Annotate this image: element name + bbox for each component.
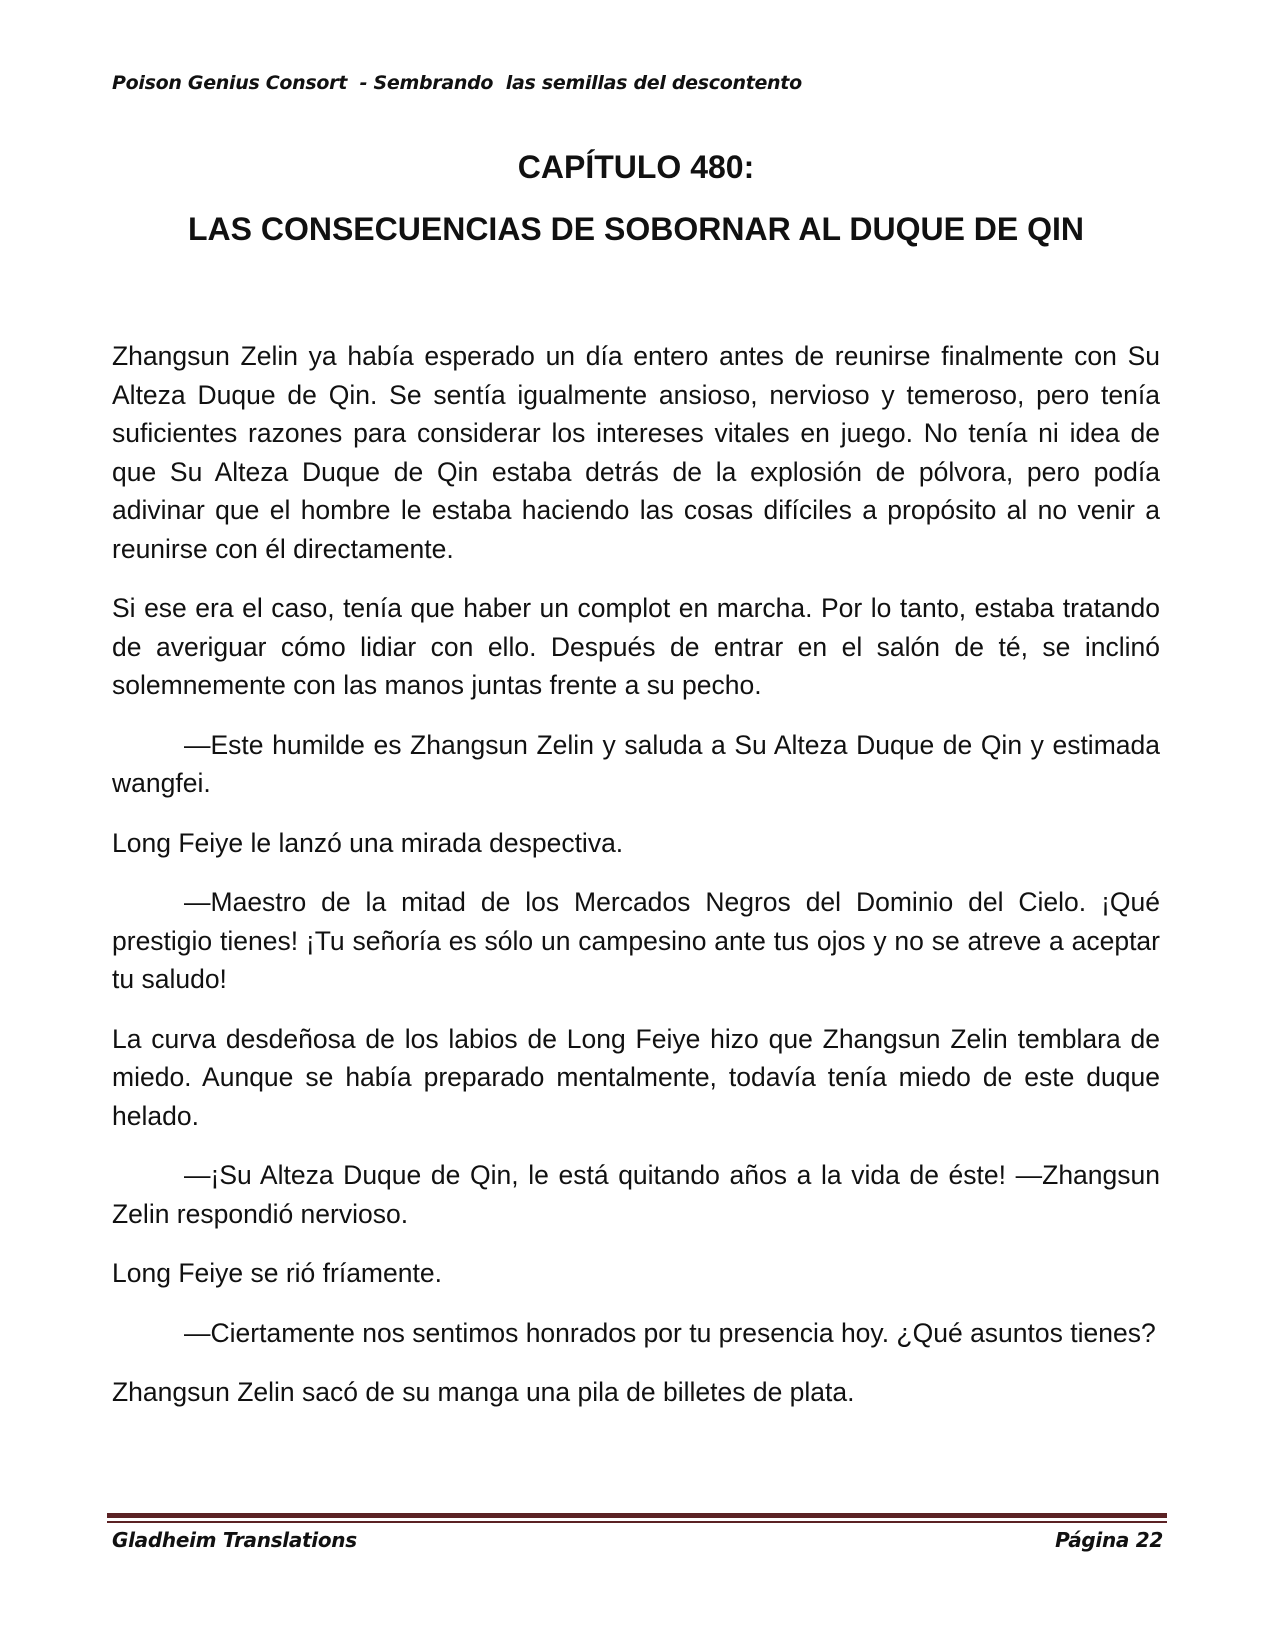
page-number: Página 22 xyxy=(1055,1528,1163,1552)
paragraph: Si ese era el caso, tenía que haber un complot en marcha. Por lo tanto, estaba tratando de averiguar cómo lidiar con ello. Después de entrar en el salón de té, se inclinó solemnemente con las manos juntas frente a su pecho. xyxy=(112,593,1160,700)
dialogue-paragraph: —¡Su Alteza Duque de Qin, le está quitando años a la vida de éste! —Zhangsun Zelin respondió nervioso. xyxy=(112,1160,1160,1229)
paragraph: Zhangsun Zelin ya había esperado un día entero antes de reunirse finalmente con Su Alteza Duque de Qin. Se sentía igualmente ansioso, nervioso y temeroso, pero tenía suficientes razones para considerar los intereses vitales en juego. No tenía ni idea de que Su Alteza Duque de Qin estaba detrás de la explosión de pólvora, pero podía adivinar que el hombre le estaba haciendo las cosas difíciles a propósito al no venir a reunirse con él directamente. xyxy=(112,341,1160,564)
dialogue-paragraph: —Maestro de la mitad de los Mercados Negros del Dominio del Cielo. ¡Qué prestigio tienes! ¡Tu señoría es sólo un campesino ante tus ojos y no se atreve a aceptar tu saludo! xyxy=(112,887,1160,994)
chapter-body xyxy=(112,337,1160,1433)
paragraph: Long Feiye le lanzó una mirada despectiva. xyxy=(112,827,624,858)
paragraph: Long Feiye se rió fríamente. xyxy=(112,1258,442,1288)
paragraph: Zhangsun Zelin sacó de su manga una pila de billetes de plata. xyxy=(112,1377,855,1407)
paragraph: La curva desdeñosa de los labios de Long Feiye hizo que Zhangsun Zelin temblara de miedo. Aunque se había preparado mentalmente, todavía tenía miedo de este duque helado. xyxy=(112,1023,1160,1131)
dialogue-paragraph: —Este humilde es Zhangsun Zelin y saluda a Su Alteza Duque de Qin y estimada wangfei. xyxy=(112,729,1160,798)
running-header: Poison Genius Consort - Sembrando las semillas del descontento xyxy=(112,72,802,94)
chapter-number: CAPÍTULO 480: xyxy=(517,149,755,185)
chapter-title: LAS CONSECUENCIAS DE SOBORNAR AL DUQUE DE QIN xyxy=(187,211,1085,247)
footer-rule-thin xyxy=(107,1521,1167,1523)
footer-translator: Gladheim Translations xyxy=(112,1528,357,1552)
dialogue-paragraph: —Ciertamente nos sentimos honrados por tu presencia hoy. ¿Qué asuntos tienes? xyxy=(184,1317,1156,1348)
footer-rule xyxy=(107,1513,1167,1518)
